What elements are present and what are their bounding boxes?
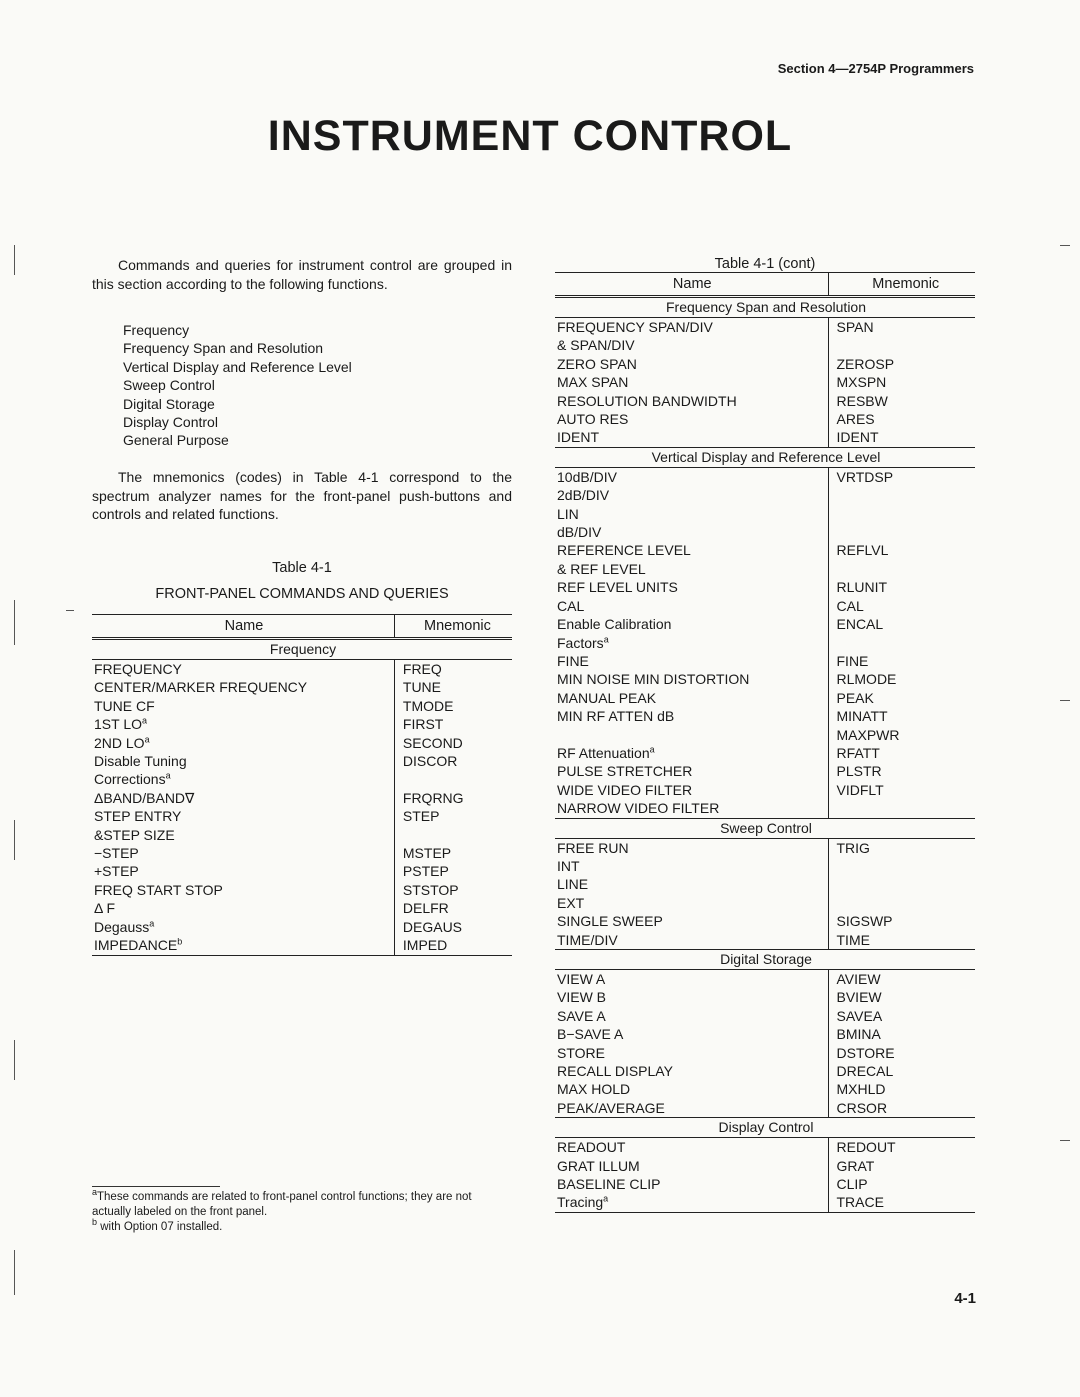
command-name: B−SAVE A [557,1026,624,1043]
function-list-item: General Purpose [123,432,229,449]
table-row [555,1175,975,1193]
mnemonic [828,857,975,875]
mnemonic: CLIP [828,1175,975,1193]
command-name: WIDE VIDEO FILTER [557,781,693,798]
table-row [555,615,975,633]
table-row [92,752,512,770]
page-title: INSTRUMENT CONTROL [267,112,793,160]
table-row [92,697,512,715]
table-row [92,918,512,936]
scan-mark [14,600,15,645]
command-name: 2dB/DIV [557,487,610,504]
function-list-item: Frequency [123,322,190,338]
mnemonic: ENCAL [828,615,975,633]
mnemonic: FRQRNG [394,789,512,807]
table-section-row [555,447,975,467]
intro-paragraph: Commands and queries for instrument control are grouped in this section according to the following functions. [92,257,512,292]
table-row [555,428,975,447]
mnemonic-column-header: Mnemonic [828,273,975,297]
scan-mark [1060,700,1070,701]
mnemonic: ZEROSP [828,355,975,373]
mnemonic: TRIG [828,838,975,857]
table-row [555,781,975,799]
table-section-row [555,950,975,970]
command-name: FREQ START STOP [94,881,223,898]
name-column-header: Name [92,615,394,639]
table-row [92,899,512,917]
table-row [555,799,975,818]
command-name: NARROW VIDEO FILTER [557,800,720,817]
table-row [555,875,975,893]
scan-mark [1060,245,1070,246]
mnemonic: TRACE [828,1193,975,1212]
table-row [555,931,975,950]
table-section-row [555,1118,975,1138]
mnemonic: SIGSWP [828,912,975,930]
table-row [555,970,975,989]
command-name: GRAT ILLUM [557,1157,640,1174]
footnote-ref: a [603,633,609,644]
mnemonic: VRTDSP [828,467,975,486]
mnemonic: FINE [828,652,975,670]
command-name: Tracing$^a$ [555,1193,828,1212]
table-row [92,862,512,880]
command-name: READOUT [557,1139,626,1156]
scan-mark [1060,1140,1070,1141]
function-list-item: Digital Storage [123,395,215,412]
mnemonic: REDOUT [828,1138,975,1157]
scan-mark [14,1040,15,1080]
mnemonic [394,770,512,788]
command-name: RECALL DISPLAY [557,1063,673,1080]
command-name: RF Attenuation$^a$ [557,744,655,761]
table-row [555,1007,975,1025]
commands-table-cont [555,272,975,1213]
scan-mark [66,610,74,611]
mnemonic [828,634,975,652]
mnemonic: IDENT [828,428,975,447]
mnemonic: GRAT [828,1157,975,1175]
table-row [92,807,512,825]
mnemonic: CAL [828,597,975,615]
mnemonic: RFATT [828,744,975,762]
mnemonic: RLUNIT [828,578,975,596]
table-row [555,762,975,780]
mnemonic [828,505,975,523]
page-number: 4-1 [954,1290,976,1307]
mnemonic: TIME [828,931,975,950]
table-row [555,652,975,670]
command-name: RESOLUTION BANDWIDTH [557,392,737,409]
command-name: +STEP [94,863,139,880]
mnemonic: RLMODE [828,670,975,688]
command-name: 2ND $LO^a$ [94,733,150,751]
command-name: VIEW A [557,971,606,987]
command-name: ΔBAND/BAND∇ [94,789,195,806]
command-name: CAL [557,597,585,614]
mnemonic [828,875,975,893]
mnemonic [828,799,975,818]
table2-label: Table 4-1 (cont) [714,256,816,272]
footnote-a: $^a$These commands are related to front-panel control functions; they are not actually labeled on the front panel. [92,1187,472,1218]
mnemonic: STEP [394,807,512,825]
scan-mark [14,245,15,275]
mnemonic [828,486,975,504]
mnemonic: SECOND [394,734,512,752]
function-list-item: Display Control [123,414,218,431]
command-name: BASELINE CLIP [557,1176,661,1193]
table-row [555,634,975,652]
table-row [555,1062,975,1080]
table-row [92,678,512,696]
table-header-row [92,615,512,639]
section-title: Vertical Display and Reference Level [555,447,975,467]
table-row [92,936,512,955]
command-name: MAX HOLD [557,1081,631,1098]
table-section-row [555,818,975,838]
table-row [92,881,512,899]
footnote-ref: a [149,918,155,929]
table-row [555,1157,975,1175]
table-row [92,789,512,807]
mnemonic: TUNE [394,678,512,696]
command-name: CENTER/MARKER FREQUENCY [94,679,308,696]
mnemonic: FIRST [394,715,512,733]
command-name: AUTO RES [557,411,629,428]
function-list-item: Vertical Display and Reference Level [123,358,352,375]
section-title: Digital Storage [555,950,975,970]
command-name: −STEP [94,845,139,862]
command-name: PULSE STRETCHER [557,763,693,780]
command-name: FREQUENCY [94,661,182,677]
command-name: EXT [557,894,585,911]
section-title: Display Control [555,1118,975,1138]
mnemonic: MAXPWR [828,726,975,744]
mnemonic: SPAN [828,318,975,337]
table-section-row [555,297,975,318]
command-name: dB/DIV [557,524,602,541]
mnemonic [828,894,975,912]
mnemonic-column-header: Mnemonic [394,615,512,639]
table-row [555,838,975,857]
command-name: ZERO SPAN [557,355,637,372]
command-name: TUNE CF [94,697,155,714]
table-row [555,392,975,410]
footnote-ref: a [603,1193,609,1204]
table-row [555,1099,975,1118]
command-name: MANUAL PEAK [557,689,657,706]
section-title: Sweep Control [555,818,975,838]
mnemonic: PLSTR [828,762,975,780]
command-name: FREQUENCY SPAN/DIV [557,319,713,335]
function-list-item: Sweep Control [123,377,215,394]
table-row [555,988,975,1006]
command-name: Factors$^a$ [557,633,609,651]
mnemonic: REFLVL [828,541,975,559]
table-row [555,318,975,337]
command-name [555,726,828,744]
mnemonic: ARES [828,410,975,428]
table-header-row [555,273,975,297]
command-name: INT [557,857,580,874]
table-row [555,1193,975,1212]
command-name: SAVE A [557,1007,606,1024]
command-name: MAX SPAN [557,374,629,391]
running-header: Section 4—2754P Programmers [777,61,974,76]
table-row [92,660,512,679]
mnemonic: MSTEP [394,844,512,862]
table-row [555,505,975,523]
mnemonic: RESBW [828,392,975,410]
footnote-ref: a [144,733,150,744]
command-name: TIME/DIV [557,931,618,948]
mnemonic: DISCOR [394,752,512,770]
table-row [555,1025,975,1043]
table-row [555,373,975,391]
mnemonic: IMPED [394,936,512,955]
footnotes [92,1187,512,1235]
footnote-b: $^b$ with Option 07 installed. [92,1217,223,1233]
command-name: MIN RF ATTEN dB [557,708,675,725]
command-name: Corrections$^a$ [94,770,171,788]
table-row [555,410,975,428]
mnemonic: STSTOP [394,881,512,899]
table-row [92,734,512,752]
table-row [555,467,975,486]
mnemonic [828,523,975,541]
command-name: IMPEDANCE$^b$ [92,936,394,955]
section-title: Frequency Span and Resolution [555,297,975,318]
command-name: & SPAN/DIV [557,337,635,354]
table-row [92,844,512,862]
table-row [555,1080,975,1098]
table-row [555,912,975,930]
command-name: VIEW B [557,989,607,1006]
command-name: Enable Calibration [557,616,672,633]
mnemonic [828,560,975,578]
table-row [555,578,975,596]
mnemonic: PSTEP [394,862,512,880]
command-name: MIN NOISE MIN DISTORTION [557,671,750,688]
command-name: LIN [557,505,579,522]
table-row [555,670,975,688]
table-row [555,486,975,504]
table-row [555,523,975,541]
footnote-ref: a [649,744,655,755]
mnemonic: MINATT [828,707,975,725]
footnote-ref: b [177,936,183,947]
function-list [123,321,352,450]
mnemonic: AVIEW [828,970,975,989]
table-row [555,355,975,373]
command-name: REFERENCE LEVEL [557,542,691,559]
table-row [555,894,975,912]
mnemonic: DSTORE [828,1044,975,1062]
command-name: FREE RUN [557,839,629,856]
scan-mark [14,1250,15,1295]
table-row [92,770,512,788]
function-list-item: Frequency Span and Resolution [123,340,324,357]
commands-table [92,614,512,956]
footnote-rule [92,1186,220,1187]
mnemonic [394,826,512,844]
mnemonic: DELFR [394,899,512,917]
table-row [555,689,975,707]
command-name: STORE [557,1044,605,1061]
mnemonic: CRSOR [828,1099,975,1118]
command-name: SINGLE SWEEP [557,913,663,930]
scan-mark [14,820,15,860]
footnote-ref: a [142,715,148,726]
mnemonic: DEGAUS [394,918,512,936]
table1-caption: FRONT-PANEL COMMANDS AND QUERIES [155,586,449,602]
table-section-row [92,639,512,660]
name-column-header: Name [555,273,828,297]
command-name: &STEP SIZE [94,826,175,843]
mnemonic: SAVEA [828,1007,975,1025]
table-row [555,726,975,744]
mnemonic: TMODE [394,697,512,715]
table-row [555,1044,975,1062]
command-name: Δ F [94,900,116,917]
table-row [555,1138,975,1157]
command-name: FINE [557,652,589,669]
mnemonic: MXSPN [828,373,975,391]
mnemonic: DRECAL [828,1062,975,1080]
table-row [555,560,975,578]
mnemonic [828,336,975,354]
table-row [555,597,975,615]
command-name: LINE [557,876,589,893]
command-name: REF LEVEL UNITS [557,579,678,596]
table-row [555,336,975,354]
mnemonic: FREQ [394,660,512,679]
table-row [555,541,975,559]
command-name: IDENT [557,429,599,446]
table-row [555,707,975,725]
table-row [92,715,512,733]
mnemonic: BVIEW [828,988,975,1006]
table1-label: Table 4-1 [272,560,332,576]
command-name: Disable Tuning [94,753,187,770]
section-title: Frequency [92,639,512,660]
command-name: PEAK/AVERAGE [557,1099,665,1116]
command-name: 10dB/DIV [557,468,617,485]
table-row [92,826,512,844]
table-row [555,857,975,875]
mnemonic: BMINA [828,1025,975,1043]
mnemonic: VIDFLT [828,781,975,799]
mnemonic: MXHLD [828,1080,975,1098]
command-name: & REF LEVEL [557,560,646,577]
command-name: STEP ENTRY [94,808,182,825]
mnemonics-paragraph: The mnemonics (codes) in Table 4-1 correspond to the spectrum analyzer names for the front-panel push-buttons and controls and related functions. [92,469,512,522]
command-name: Degauss$^a$ [94,918,155,935]
table-row [555,744,975,762]
footnote-ref: a [165,770,171,781]
command-name: 1ST $LO^a$ [94,715,148,733]
mnemonic: PEAK [828,689,975,707]
